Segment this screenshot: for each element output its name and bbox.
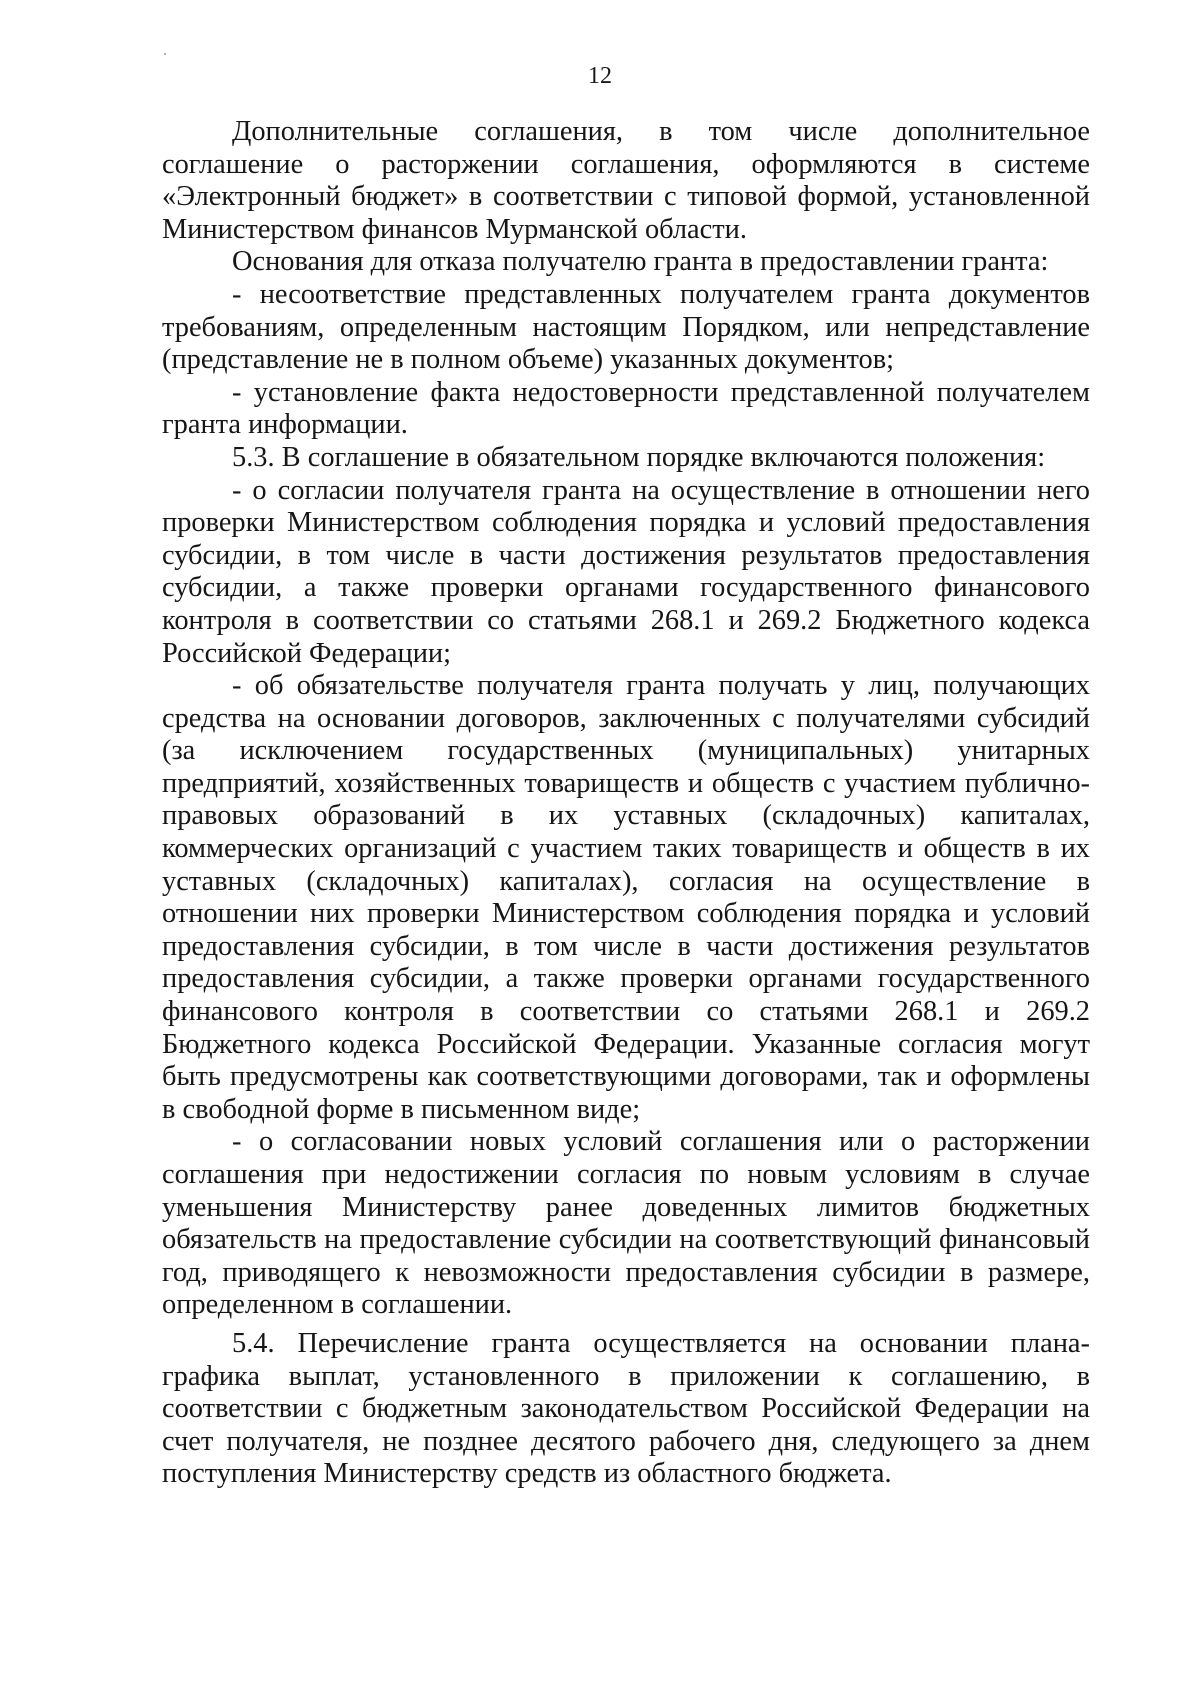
paragraph-additional-agreements: Дополнительные соглашения, в том числе дополнительное соглашение о расторжении соглашения, оформляются в системе «Электронный бюджет» в соответствии с типовой формой, установленной Министерством финансов Мурманской области. [162, 116, 1090, 245]
paragraph-refusal-mismatch: - несоответствие представленных получателем гранта документов требованиям, определенным настоящим Порядком, или непредставление (представление не в полном объеме) указанных документов; [162, 278, 1090, 376]
paragraph-consent-inspection: - о согласии получателя гранта на осуществление в отношении него проверки Министерством соблюдения порядка и условий предоставления субсидии, в том числе в части достижения результатов предоставления субсидии, а также проверки органами государственного финансового контроля в соответствии со статьями 268.1 и 269.2 Бюджетного кодекса Российской Федерации; [162, 474, 1090, 669]
paragraph-section-5-3: 5.3. В соглашение в обязательном порядке включаются положения: [232, 441, 1046, 473]
paragraph-section-5-4: 5.4. Перечисление гранта осуществляется на основании плана-графика выплат, установленного в приложении к соглашению, в соответствии с бюджетным законодательством Российской Федерации на счет получателя, не позднее десятого рабочего дня, следующего за днем поступления Министерству средств из областного бюджета. [162, 1327, 1090, 1490]
paragraph-refusal-unreliable: - установление факта недостоверности представленной получателем гранта информации. [162, 376, 1090, 441]
document-body [162, 116, 1090, 1491]
paragraph-refusal-grounds: Основания для отказа получателю гранта в предоставлении гранта: [232, 246, 1049, 278]
paragraph-obligation-consents: - об обязательстве получателя гранта получать у лиц, получающих средства на основании договоров, заключенных с получателями субсидий (за исключением государственных (муниципальных) унитарных предприятий, хозяйственных товариществ и обществ с участием публично-правовых образований в их уставных (складочных) капиталах, коммерческих организаций с участием таких товариществ и обществ в их уставных (складочных) капиталах), согласия на осуществление в отношении них проверки Министерством соблюдения порядка и условий предоставления субсидии, в том числе в части достижения результатов предоставления субсидии, а также проверки органами государственного финансового контроля в соответствии со статьями 268.1 и 269.2 Бюджетного кодекса Российской Федерации. Указанные согласия могут быть предусмотрены как соответствующими договорами, так и оформлены в свободной форме в письменном виде; [162, 670, 1090, 1125]
paragraph-new-conditions: - о согласовании новых условий соглашения или о расторжении соглашения при недостижении согласия по новым условиям в случае уменьшения Министерству ранее доведенных лимитов бюджетных обязательств на предоставление субсидии на соответствующий финансовый год, приводящего к невозможности предоставления субсидии в размере, определенном в соглашении. [162, 1126, 1090, 1321]
scan-speck [164, 53, 166, 55]
page-number: 12 [588, 63, 612, 89]
